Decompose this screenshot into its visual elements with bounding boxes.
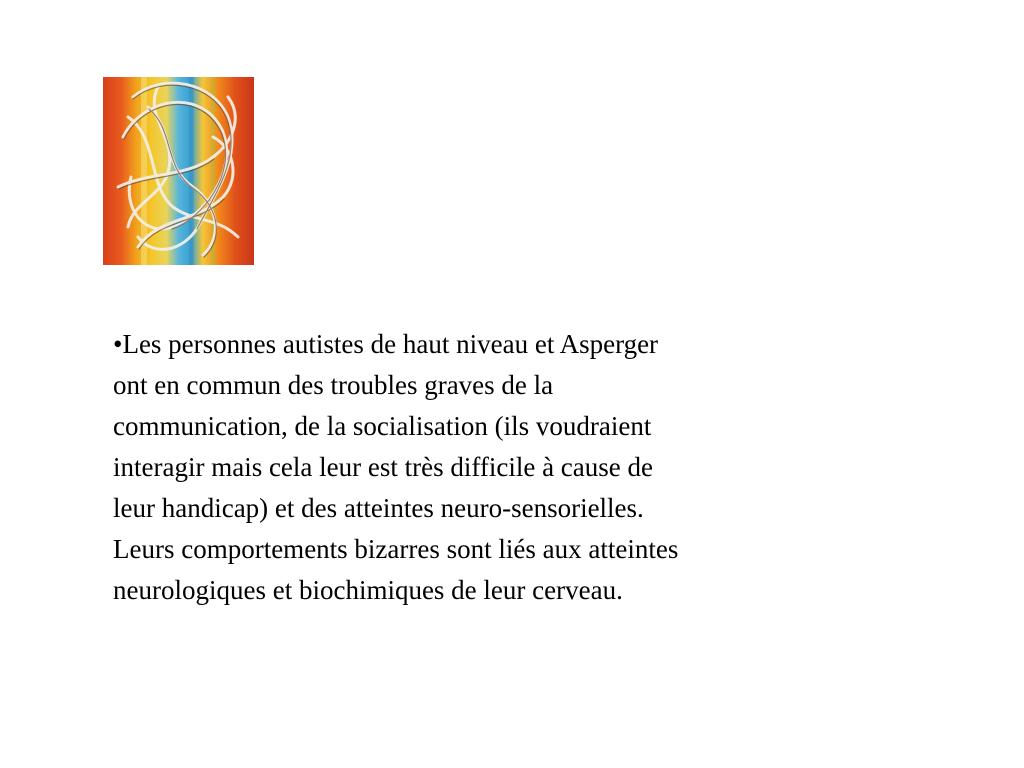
- paragraph-line: communication, de la socialisation (ils voudraient: [113, 411, 652, 441]
- abstract-painting-image: [103, 77, 254, 265]
- paragraph-line: •Les personnes autistes de haut niveau et Asperger: [113, 329, 659, 359]
- paragraph-line: ont en commun des troubles graves de la: [113, 370, 554, 400]
- paragraph-line: neurologiques et biochimiques de leur cerveau.: [113, 575, 623, 605]
- abstract-painting-graphic: [103, 77, 254, 265]
- paragraph-line: interagir mais cela leur est très difficile à cause de: [113, 452, 653, 482]
- body-paragraph: [113, 324, 873, 611]
- paragraph-line: Leurs comportements bizarres sont liés aux atteintes: [113, 534, 679, 564]
- paragraph-line: leur handicap) et des atteintes neuro-sensorielles.: [113, 493, 644, 523]
